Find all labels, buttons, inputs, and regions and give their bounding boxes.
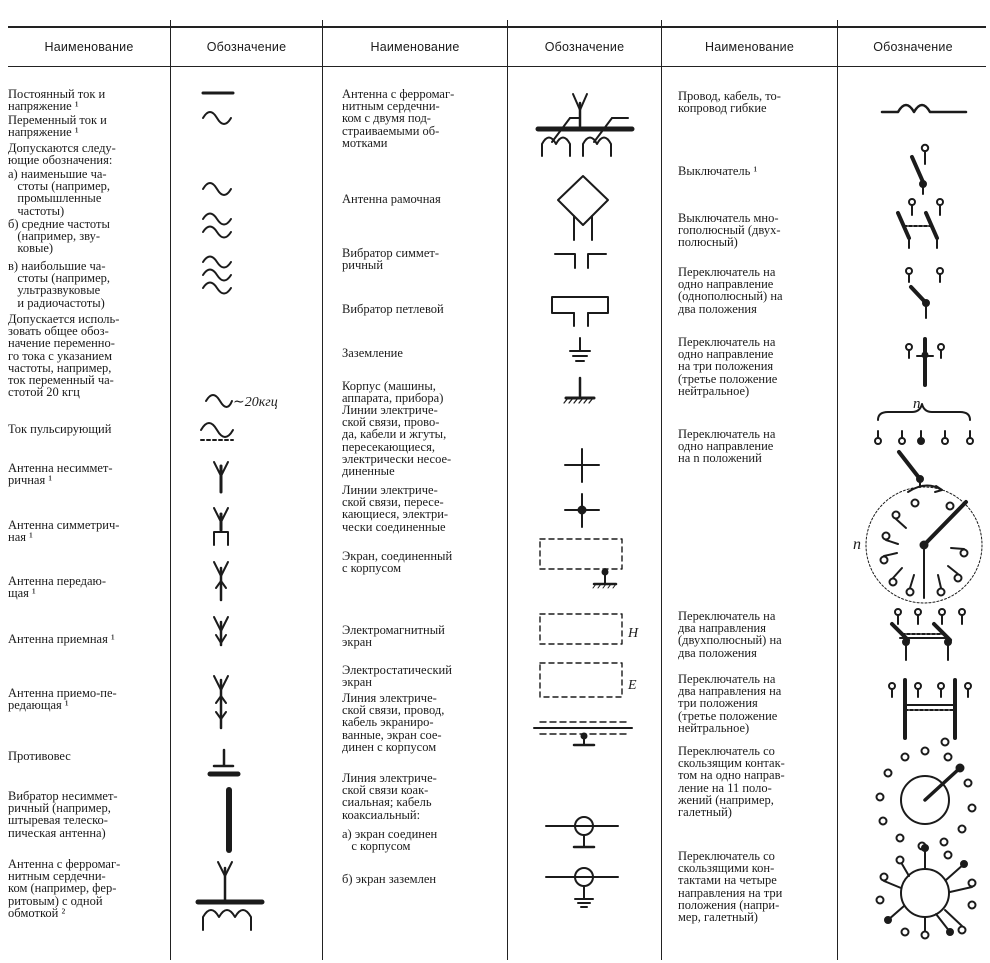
- entry-changeover-2pos: Переключатель на одно направление (однополюсный) на два положения: [678, 265, 783, 316]
- n-left-label: n: [853, 536, 861, 553]
- entry-low-freq: а) наименьшие ча- стоты (например, промышленные частоты): [8, 167, 110, 218]
- entry-changeover-3pos: Переключатель на одно направление на три положения (третье положение нейтральное): [678, 335, 778, 398]
- pulsating-symbol: [201, 423, 233, 440]
- low-freq-symbol: [203, 183, 231, 195]
- entry-ground: Заземление: [342, 346, 403, 360]
- lines-joined-symbol: [565, 494, 599, 527]
- es-screen-symbol: [540, 663, 637, 697]
- entry-pulsating: Ток пульсирующий: [8, 422, 112, 436]
- entry-dp-changeover-2pos: Переключатель на два направления (двухполюсный) на два положения: [678, 609, 782, 660]
- rotary-11pos-symbol: [877, 739, 976, 850]
- entry-vibrator-loop: Вибратор петлевой: [342, 302, 444, 316]
- entry-counterpoise: Противовес: [8, 749, 71, 763]
- rotary-npos-symbol: [853, 485, 982, 603]
- screen-chassis-symbol: [540, 539, 622, 588]
- entry-switch-multipole: Выключатель мно- гополюсный (двух- полюсный): [678, 211, 781, 250]
- entry-coax-line: Линия электриче- ской связи коак- сиальная; кабель коаксиальный:: [342, 771, 437, 822]
- entry-chassis: Корпус (машины, аппарата, прибора): [342, 379, 444, 406]
- entry-lines-joined: Линии электриче- ской связи, пересе- кающиеся, электри- чески соединенные: [342, 483, 449, 534]
- ferrite-antenna-two-coils: [538, 94, 632, 156]
- header-symbol-3: Обозначение: [873, 40, 953, 54]
- dp-changeover-3pos-symbol: [889, 680, 971, 738]
- entry-antenna-rx: Антенна приемная ¹: [8, 632, 115, 646]
- changeover-3pos-symbol: [906, 339, 944, 385]
- high-freq-symbol: [203, 257, 231, 294]
- flexible-wire-symbol: [882, 105, 966, 112]
- coax-chassis-symbol: [546, 817, 618, 847]
- entry-antenna-tx: Антенна передаю- щая ¹: [8, 574, 107, 601]
- entry-rotary-4way: Переключатель со скользящими кон- тактами на четыре направления на три положения (напри- мер, галетный): [678, 849, 783, 925]
- freq-label: ∼20кгц: [233, 395, 278, 410]
- entry-vibrator-asym: Вибратор несиммет- ричный (например, штыревая телеско- пическая антенна): [8, 789, 118, 840]
- antenna-tx-symbol: [214, 562, 228, 600]
- header-name-3: Наименование: [704, 40, 795, 54]
- entry-ac-general: Допускается исполь- зовать общее обоз- начение переменно- го тока с указанием частоты, например, ток переменный ча- стотой 20 кгц: [8, 312, 120, 400]
- header-symbol-1: Обозначение: [206, 40, 287, 54]
- counterpoise-symbol: [210, 750, 238, 774]
- entry-coax-grounded: б) экран заземлен: [342, 872, 437, 886]
- antenna-txrx-symbol: [214, 676, 228, 728]
- antenna-sym-symbol: [214, 508, 228, 545]
- loop-antenna-symbol: [558, 176, 608, 240]
- entry-mid-freq: б) средние частоты (например, зву- ковые): [8, 217, 110, 256]
- header-symbol-2: Обозначение: [544, 40, 625, 54]
- entry-switch: Выключатель ¹: [678, 164, 758, 178]
- entry-dc: Постоянный ток и напряжение ¹: [8, 87, 106, 114]
- screen-e-label: E: [628, 678, 637, 693]
- entry-rotary-11pos: Переключатель со скользящим контак- том на одно направ- ление на 11 поло- жений (например, галетный): [678, 744, 785, 820]
- lines-crossing-symbol: [565, 449, 599, 482]
- em-screen-symbol: [540, 614, 639, 644]
- entry-ac: Переменный ток и напряжение ¹: [8, 113, 107, 140]
- entry-allowed: Допускаются следу- ющие обозначения:: [8, 141, 116, 168]
- dp-changeover-2pos-symbol: [892, 609, 965, 660]
- header-name-1: Наименование: [44, 40, 134, 54]
- entry-flexible-wire: Провод, кабель, то- копровод гибкие: [678, 89, 781, 116]
- antenna-asym-symbol: [214, 462, 228, 492]
- rotary-4way-symbol: [877, 845, 976, 939]
- changeover-npos-symbol: [875, 396, 973, 487]
- vibrator-loop-symbol: [552, 297, 608, 326]
- ac-symbol: [203, 112, 231, 124]
- vibrator-sym-symbol: [555, 254, 606, 268]
- entry-lines-crossing: Линии электриче- ской связи, прово- да, кабели и жгуты, пересекающиеся, электрически несое- диненные: [342, 403, 452, 479]
- ground-symbol: [570, 338, 590, 361]
- entry-ferrite-antenna-2: Антенна с ферромаг- нитным сердечни- ком с двумя под- страиваемыми об- мотками: [342, 87, 455, 150]
- entry-coax-chassis: а) экран соединен с корпусом: [342, 827, 438, 854]
- shielded-line-symbol: [534, 722, 632, 745]
- entry-dp-changeover-3pos: Переключатель на два направления на три положения (третье положение нейтральное): [678, 672, 782, 735]
- entry-antenna-sym: Антенна симметрич- ная ¹: [8, 518, 120, 545]
- entry-em-screen: Электромагнитный экран: [342, 623, 445, 650]
- changeover-2pos-symbol: [906, 268, 943, 318]
- entry-vibrator-sym: Вибратор симмет- ричный: [342, 246, 440, 273]
- ferrite-antenna-one-coil: [198, 862, 262, 930]
- switch-multipole-symbol: [898, 199, 943, 248]
- entry-high-freq: в) наибольшие ча- стоты (например, ультразвуковые и радиочастоты): [8, 259, 110, 310]
- entry-loop-antenna: Антенна рамочная: [342, 192, 441, 206]
- entry-antenna-asym: Антенна несиммет- ричная ¹: [8, 461, 113, 488]
- ac-20khz-wave: [206, 395, 232, 407]
- entry-changeover-npos: Переключатель на одно направление на n положений: [678, 427, 776, 466]
- header-name-2: Наименование: [370, 40, 460, 54]
- chassis-symbol: [564, 378, 594, 403]
- n-top-label: n: [913, 396, 921, 412]
- entry-shielded-line: Линия электриче- ской связи, провод, кабель экраниро- ванные, экран сое- динен с корпусом: [342, 691, 445, 754]
- screen-h-label: H: [628, 626, 639, 641]
- entry-es-screen: Электростатический экран: [342, 663, 452, 690]
- switch-symbol: [912, 145, 928, 194]
- mid-freq-symbol: [203, 214, 231, 238]
- entry-ferrite-antenna-1: Антенна с ферромаг- нитным сердечни- ком (например, фер- ритовым) с одной обмоткой ²: [8, 857, 121, 920]
- entry-antenna-txrx: Антенна приемо-пе- редающая ¹: [8, 686, 117, 713]
- entry-screen-chassis: Экран, соединенный с корпусом: [342, 549, 453, 576]
- antenna-rx-symbol: [214, 617, 228, 645]
- coax-grounded-symbol: [546, 868, 618, 907]
